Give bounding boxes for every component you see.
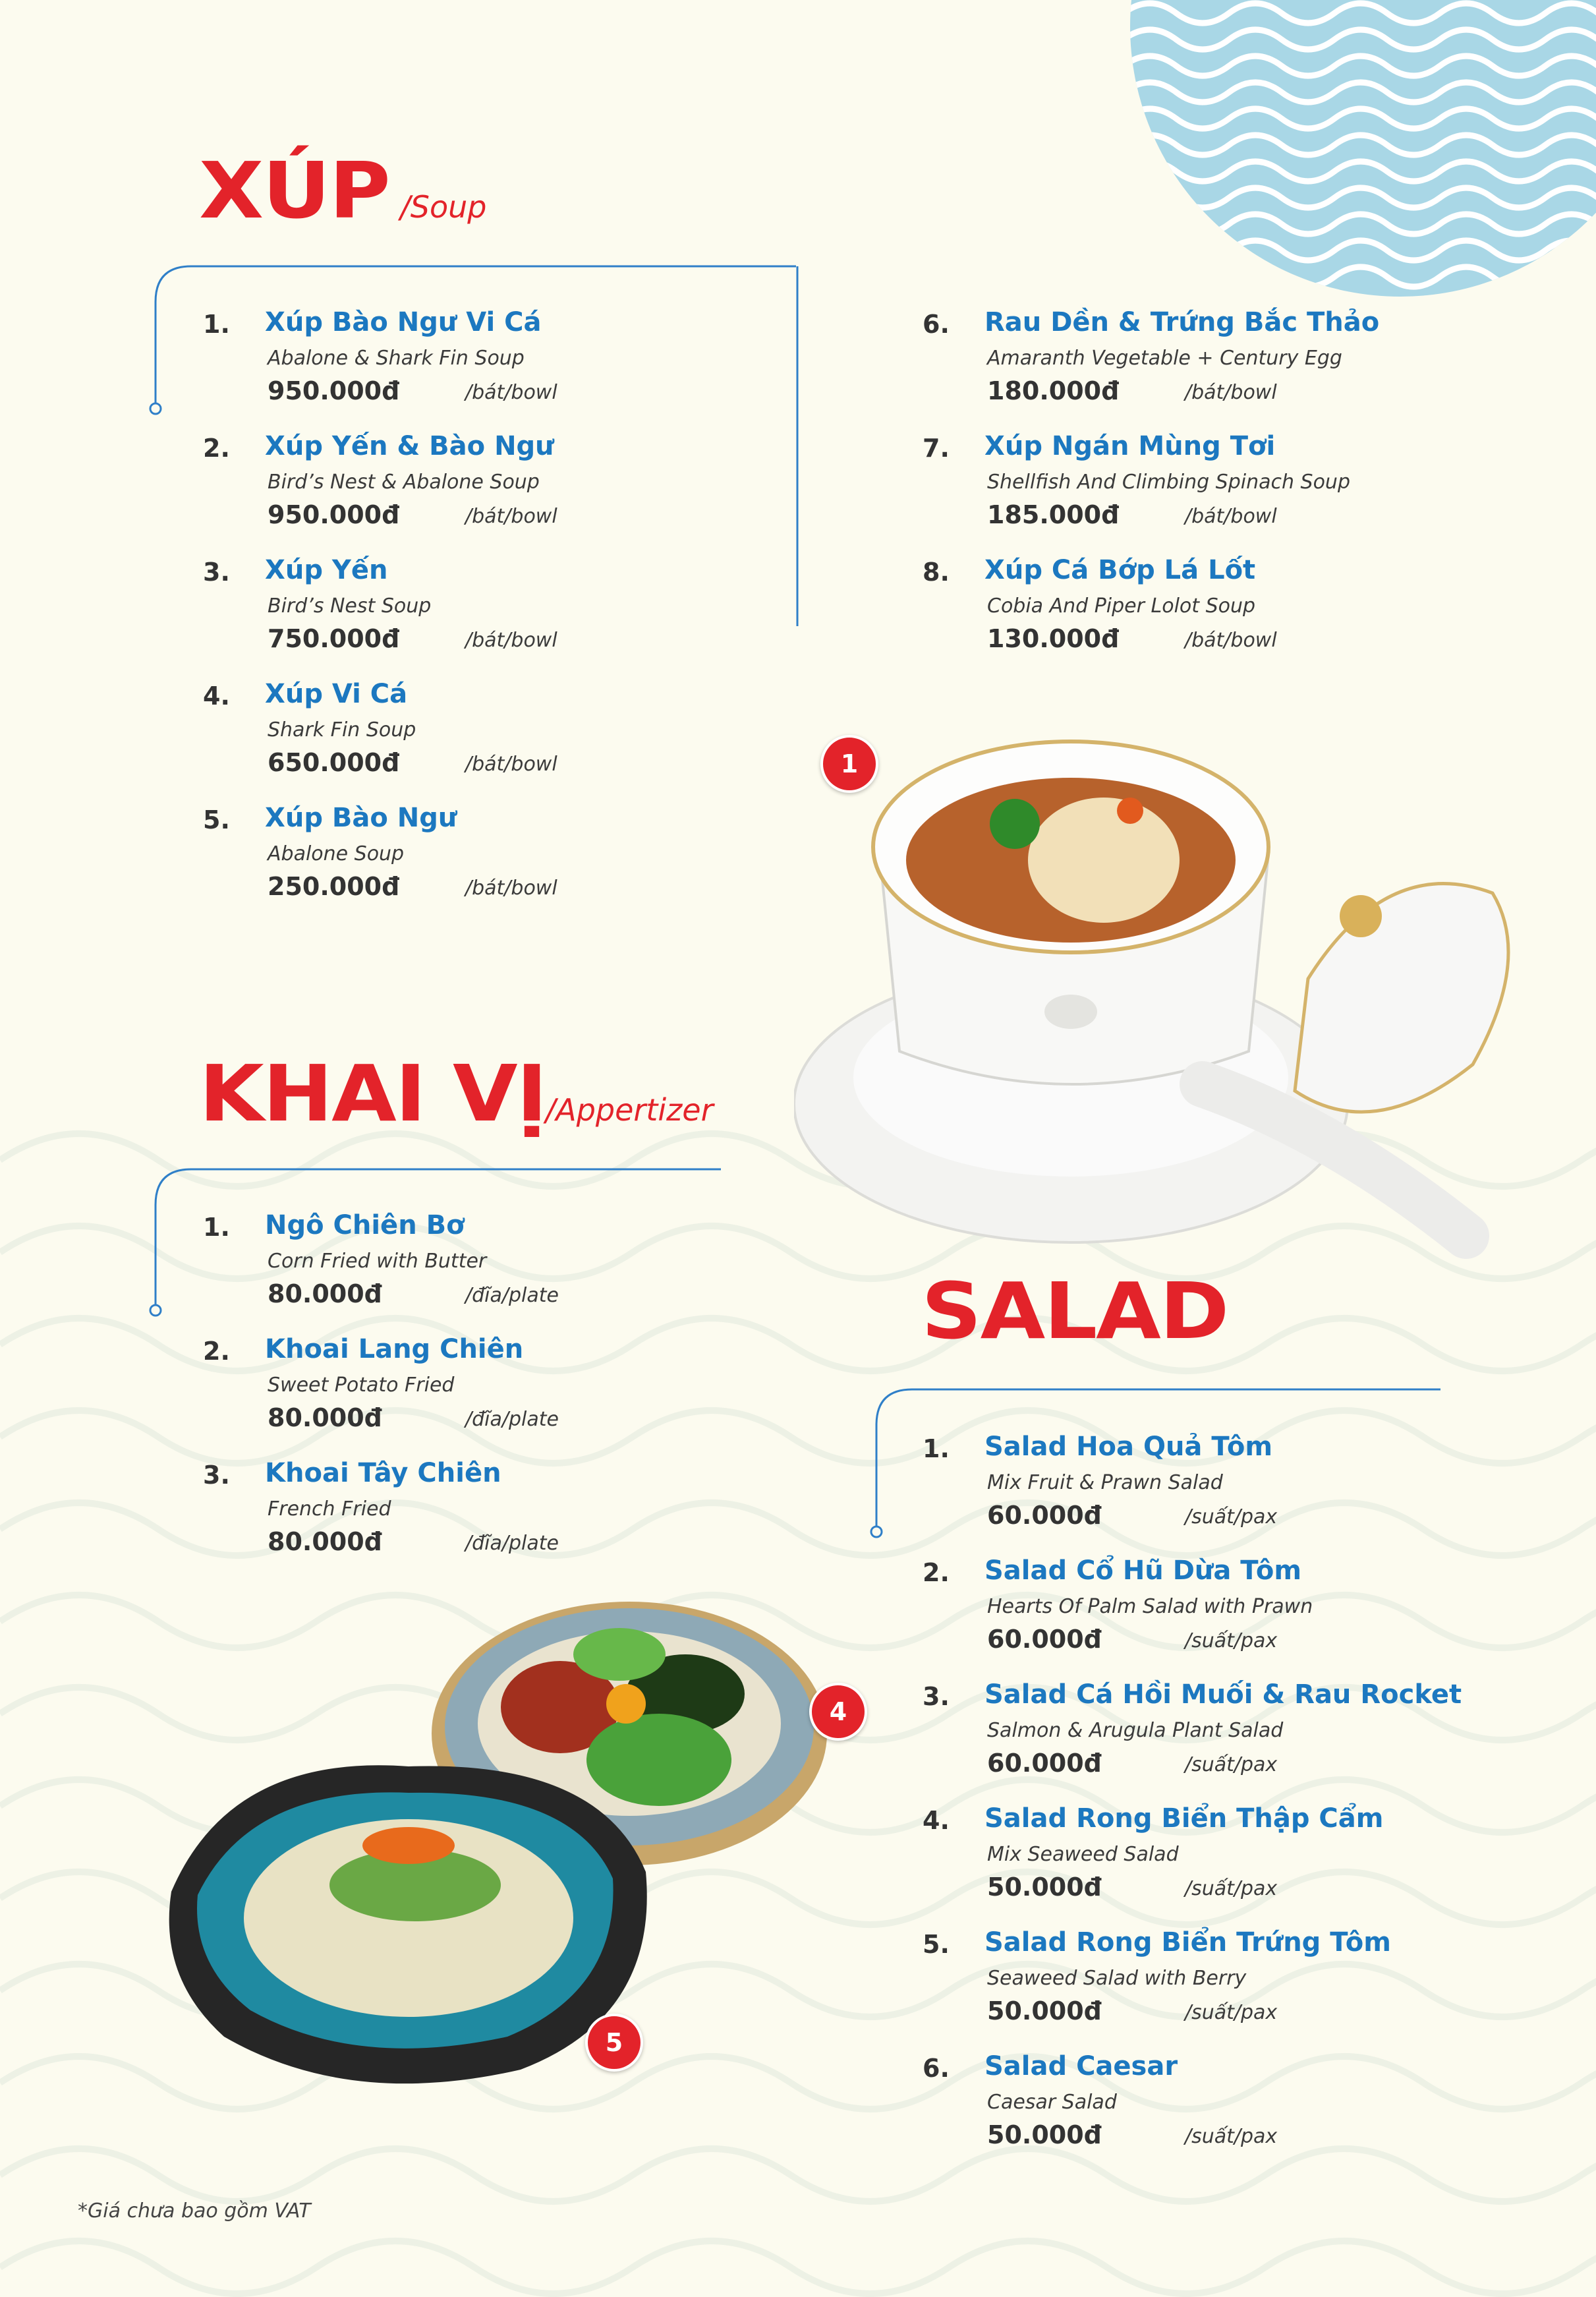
item-unit: /bát/bowl [465, 753, 557, 776]
photo-badge-5: 5 [585, 2014, 643, 2072]
item-name: Khoai Lang Chiên [265, 1334, 524, 1364]
item-price: 250.000đ [268, 872, 400, 901]
item-english-name: Hearts Of Palm Salad with Prawn [987, 1595, 1313, 1618]
item-english-name: Bird’s Nest & Abalone Soup [268, 471, 540, 494]
item-number: 6. [923, 2054, 950, 2083]
wave-pattern-decoration [1124, 0, 1596, 297]
item-price: 80.000đ [268, 1279, 382, 1308]
item-number: 2. [923, 1558, 950, 1587]
item-unit: /suất/pax [1185, 1629, 1278, 1652]
item-name: Salad Rong Biển Thập Cẩm [984, 1803, 1384, 1834]
item-english-name: Cobia And Piper Lolot Soup [987, 595, 1256, 618]
photo-badge-1: 1 [820, 735, 878, 793]
item-price: 60.000đ [987, 1501, 1102, 1530]
item-english-name: Corn Fried with Butter [268, 1250, 487, 1273]
item-number: 2. [203, 434, 230, 463]
item-name: Salad Hoa Quả Tôm [984, 1432, 1273, 1462]
item-number: 5. [203, 805, 230, 834]
item-name: Khoai Tây Chiên [265, 1458, 501, 1488]
photo-badge-4: 4 [809, 1683, 867, 1741]
item-unit: /bát/bowl [465, 877, 557, 900]
item-name: Salad Cổ Hũ Dừa Tôm [984, 1556, 1301, 1586]
item-number: 7. [923, 434, 950, 463]
item-english-name: Mix Seaweed Salad [987, 1843, 1179, 1866]
vat-footnote: *Giá chưa bao gồm VAT [78, 2199, 311, 2223]
item-name: Xúp Cá Bớp Lá Lốt [984, 555, 1256, 585]
item-english-name: Amaranth Vegetable + Century Egg [987, 347, 1342, 370]
item-name: Xúp Bào Ngư Vi Cá [265, 307, 542, 337]
appetizer-heading [199, 1048, 714, 1139]
item-unit: /suất/pax [1185, 1505, 1278, 1528]
item-english-name: Caesar Salad [987, 2091, 1117, 2114]
item-unit: /suất/pax [1185, 2125, 1278, 2148]
item-english-name: French Fried [268, 1497, 391, 1521]
appetizer-subtitle: /Appertizer [545, 1092, 714, 1128]
salad-title: SALAD [921, 1265, 1228, 1356]
item-price: 180.000đ [987, 376, 1120, 405]
item-number: 1. [203, 310, 230, 339]
item-number: 3. [203, 558, 230, 587]
soup-title: XÚP [199, 145, 389, 236]
item-name: Xúp Ngán Mùng Tơi [984, 431, 1276, 461]
item-name: Xúp Yến & Bào Ngư [265, 431, 554, 461]
item-number: 2. [203, 1337, 230, 1366]
item-price: 750.000đ [268, 624, 400, 653]
item-price: 80.000đ [268, 1403, 382, 1432]
item-english-name: Sweet Potato Fried [268, 1374, 455, 1397]
item-number: 3. [203, 1461, 230, 1490]
item-unit: /bát/bowl [1185, 381, 1277, 404]
item-price: 950.000đ [268, 376, 400, 405]
soup-heading [199, 145, 487, 236]
item-number: 4. [923, 1806, 950, 1835]
item-english-name: Abalone & Shark Fin Soup [268, 347, 525, 370]
item-english-name: Shark Fin Soup [268, 718, 416, 741]
item-unit: /bát/bowl [465, 381, 557, 404]
soup-subtitle: /Soup [400, 189, 487, 225]
item-number: 6. [923, 310, 950, 339]
item-name: Rau Dền & Trứng Bắc Thảo [984, 307, 1380, 337]
item-name: Ngô Chiên Bơ [265, 1210, 465, 1240]
appetizer-title: KHAI VỊ [199, 1048, 546, 1139]
item-price: 50.000đ [987, 1873, 1102, 1902]
item-price: 60.000đ [987, 1749, 1102, 1778]
item-name: Xúp Yến [265, 555, 388, 585]
item-price: 130.000đ [987, 624, 1120, 653]
item-price: 60.000đ [987, 1625, 1102, 1654]
item-english-name: Shellfish And Climbing Spinach Soup [987, 471, 1350, 494]
item-number: 1. [203, 1213, 230, 1242]
item-number: 4. [203, 682, 230, 711]
item-price: 650.000đ [268, 748, 400, 777]
item-unit: /đĩa/plate [465, 1408, 559, 1431]
item-price: 950.000đ [268, 500, 400, 529]
item-price: 185.000đ [987, 500, 1120, 529]
item-unit: /suất/pax [1185, 1877, 1278, 1900]
item-unit: /suất/pax [1185, 1753, 1278, 1776]
item-english-name: Salmon & Arugula Plant Salad [987, 1719, 1284, 1742]
item-english-name: Mix Fruit & Prawn Salad [987, 1471, 1223, 1494]
item-unit: /bát/bowl [465, 505, 557, 528]
item-english-name: Seaweed Salad with Berry [987, 1967, 1247, 1990]
item-unit: /bát/bowl [1185, 505, 1277, 528]
item-name: Xúp Bào Ngư [265, 803, 457, 833]
item-name: Salad Cá Hồi Muối & Rau Rocket [984, 1679, 1462, 1710]
item-price: 50.000đ [987, 1996, 1102, 2025]
item-name: Salad Caesar [984, 2051, 1178, 2081]
item-unit: /đĩa/plate [465, 1284, 559, 1307]
item-number: 3. [923, 1682, 950, 1711]
item-unit: /đĩa/plate [465, 1532, 559, 1555]
item-number: 1. [923, 1434, 950, 1463]
item-unit: /bát/bowl [1185, 629, 1277, 652]
item-unit: /suất/pax [1185, 2001, 1278, 2024]
item-number: 5. [923, 1930, 950, 1959]
item-price: 50.000đ [987, 2120, 1102, 2149]
soup-dish-photo [794, 682, 1519, 1262]
item-price: 80.000đ [268, 1527, 382, 1556]
salad-heading [921, 1265, 1228, 1356]
item-name: Xúp Vi Cá [265, 679, 408, 709]
item-name: Salad Rong Biển Trứng Tôm [984, 1927, 1391, 1958]
item-number: 8. [923, 558, 950, 587]
item-unit: /bát/bowl [465, 629, 557, 652]
item-english-name: Abalone Soup [268, 842, 405, 865]
item-english-name: Bird’s Nest Soup [268, 595, 432, 618]
